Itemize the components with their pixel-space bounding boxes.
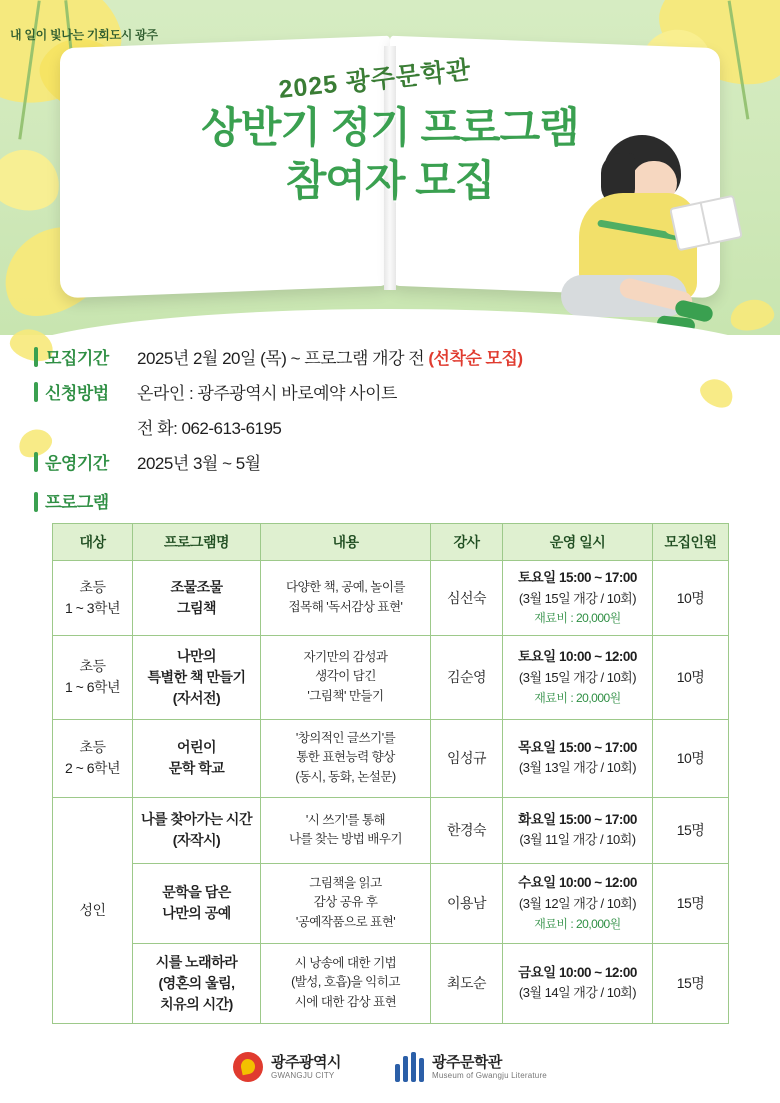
- logo-city-text: [271, 1054, 341, 1080]
- cell-program-name: 어린이 문학 학교: [133, 719, 261, 797]
- cell-teacher: 이용남: [431, 863, 503, 943]
- cell-content: 그림책을 읽고 감상 공유 후 '공예작품으로 표현': [261, 863, 431, 943]
- cell-count: 10명: [653, 719, 729, 797]
- cell-program-name: 시를 노래하라 (영혼의 울림, 치유의 시간): [133, 943, 261, 1023]
- cell-target: 초등 2 ~ 6학년: [53, 719, 133, 797]
- bullet-bar-icon: [34, 452, 38, 472]
- table-body: [53, 561, 729, 1024]
- program-table: [52, 523, 729, 1024]
- table-row: [53, 719, 729, 797]
- cell-schedule-day: 토요일 10:00 ~ 12:00: [518, 649, 637, 665]
- info-value-period-text: 2025년 2월 20일 (목) ~ 프로그램 개강 전: [137, 349, 425, 368]
- col-schedule: 운영 일시: [503, 524, 653, 561]
- city-slogan: 내 일이 빛나는 기회도시 광주: [10, 28, 158, 42]
- reading-girl-illustration: [545, 135, 745, 335]
- logo-city-sub: GWANGJU CITY: [271, 1071, 335, 1081]
- logo-gwangju-city: [233, 1052, 341, 1082]
- table-row: [53, 635, 729, 719]
- cell-count: 15명: [653, 863, 729, 943]
- cell-schedule-day: 토요일 15:00 ~ 17:00: [518, 570, 637, 585]
- cell-schedule-fee: 재료비 : 20,000원: [534, 690, 621, 705]
- col-count: 모집인원: [653, 524, 729, 561]
- gwangju-city-mark-icon: [233, 1052, 263, 1082]
- info-label-period: 모집기간: [45, 349, 109, 368]
- cell-schedule-day: 화요일 15:00 ~ 17:00: [518, 811, 637, 827]
- cell-program-name: 나를 찾아가는 시간 (자작시): [133, 797, 261, 863]
- col-program-name: 프로그램명: [133, 524, 261, 561]
- cell-schedule-period: (3월 14일 개강 / 10회): [518, 985, 637, 1001]
- poster-year-title: 2025 광주문학관: [277, 55, 473, 105]
- info-row-program: [34, 488, 750, 513]
- cell-content: 다양한 책, 공예, 놀이를 접목해 '독서감상 표현': [261, 561, 431, 636]
- cell-program-name: 나만의 특별한 책 만들기 (자서전): [133, 635, 261, 719]
- cell-target: 초등 1 ~ 3학년: [53, 561, 133, 636]
- cell-schedule-period: (3월 11일 개강 / 10회): [519, 832, 636, 848]
- book-page-left: [60, 36, 390, 299]
- cell-content: 자기만의 감성과 생각이 담긴 '그림책' 만들기: [261, 635, 431, 719]
- info-value-period: [137, 344, 523, 369]
- cell-target: 성인: [53, 797, 133, 1023]
- cell-schedule-period: (3월 15일 개강 / 10회): [518, 590, 637, 606]
- cell-schedule-day: 금요일 10:00 ~ 12:00: [518, 964, 637, 980]
- info-label-apply: 신청방법: [45, 384, 109, 403]
- table-row: [53, 797, 729, 863]
- bullet-bar-icon: [34, 492, 38, 512]
- col-content: 내용: [261, 524, 431, 561]
- cell-schedule: [503, 797, 653, 863]
- bullet-bar-icon: [34, 347, 38, 367]
- info-value-operation: 2025년 3월 ~ 5월: [137, 454, 261, 473]
- bullet-bar-icon: [34, 382, 38, 402]
- info-section: [34, 344, 750, 513]
- table-header-row: [53, 524, 729, 561]
- cell-schedule: [503, 863, 653, 943]
- logo-literature-museum: [395, 1052, 547, 1082]
- info-value-phone: 전 화: 062-613-6195: [137, 419, 282, 438]
- cell-count: 10명: [653, 635, 729, 719]
- cell-schedule: [503, 561, 653, 636]
- cell-teacher: 김순영: [431, 635, 503, 719]
- cell-schedule-day: 목요일 15:00 ~ 17:00: [518, 739, 637, 755]
- cell-schedule-fee: 재료비 : 20,000원: [534, 611, 621, 626]
- book-spine: [384, 46, 396, 290]
- info-label-operation: 운영기간: [45, 454, 109, 473]
- poster-title-line2: 참여자 모집: [285, 156, 495, 204]
- footer-logos: [0, 1031, 780, 1103]
- info-label-program: 프로그램: [45, 493, 109, 512]
- poster-hero: [0, 0, 780, 335]
- cell-schedule: [503, 943, 653, 1023]
- cell-target: 초등 1 ~ 6학년: [53, 635, 133, 719]
- cell-schedule-period: (3월 13일 개강 / 10회): [518, 760, 637, 776]
- info-row-period: [34, 344, 750, 369]
- logo-museum-sub: Museum of Gwangju Literature: [431, 1071, 547, 1081]
- cell-schedule-fee: 재료비 : 20,000원: [534, 916, 621, 931]
- cell-count: 15명: [653, 943, 729, 1023]
- col-target: 대상: [53, 524, 133, 561]
- info-row-apply: [34, 379, 750, 404]
- cell-program-name: 문학을 담은 나만의 공예: [133, 863, 261, 943]
- logo-museum-name: 광주문학관: [431, 1053, 502, 1071]
- program-table-wrap: [52, 523, 728, 1024]
- cell-content: 시 낭송에 대한 기법 (발성, 호흡)을 익히고 시에 대한 감상 표현: [261, 943, 431, 1023]
- cell-schedule-period: (3월 15일 개강 / 10회): [518, 669, 637, 685]
- logo-city-name: 광주광역시: [271, 1053, 341, 1071]
- info-row-operation: [34, 449, 750, 474]
- cell-teacher: 최도순: [431, 943, 503, 1023]
- logo-museum-text: [432, 1054, 547, 1080]
- cell-content: '창의적인 글쓰기'를 통한 표현능력 향상 (동시, 동화, 논설문): [261, 719, 431, 797]
- cell-schedule-day: 수요일 10:00 ~ 12:00: [518, 875, 637, 891]
- info-value-period-highlight: (선착순 모집): [428, 349, 523, 368]
- poster-title-line1: 상반기 정기 프로그램: [201, 104, 579, 151]
- table-row: [53, 561, 729, 636]
- museum-mark-icon: [395, 1052, 424, 1082]
- cell-schedule-period: (3월 12일 개강 / 10회): [518, 895, 637, 911]
- cell-count: 15명: [653, 797, 729, 863]
- cell-schedule: [503, 719, 653, 797]
- col-teacher: 강사: [431, 524, 503, 561]
- cell-content: '시 쓰기'를 통해 나를 찾는 방법 배우기: [261, 797, 431, 863]
- table-row: [53, 943, 729, 1023]
- cell-program-name: 조물조물 그림책: [133, 561, 261, 636]
- cell-schedule: [503, 635, 653, 719]
- cell-teacher: 한경숙: [431, 797, 503, 863]
- cell-count: 10명: [653, 561, 729, 636]
- cell-teacher: 심선숙: [431, 561, 503, 636]
- table-row: [53, 863, 729, 943]
- info-value-apply: 온라인 : 광주광역시 바로예약 사이트: [137, 384, 397, 403]
- cell-teacher: 임성규: [431, 719, 503, 797]
